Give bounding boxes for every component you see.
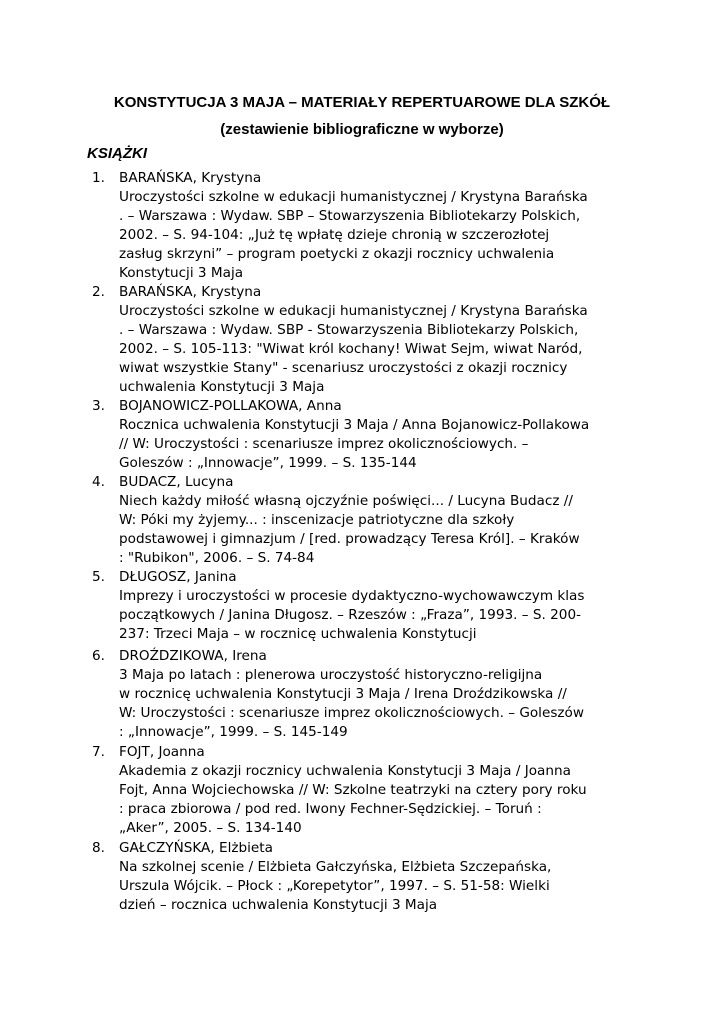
- entry-line: 3 Maja po latach : plenerowa uroczystość historyczno-religijna: [119, 667, 543, 683]
- entry-line: początkowych / Janina Długosz. – Rzeszów : „Fraza”, 1993. – S. 200-: [119, 607, 582, 623]
- page-subtitle: (zestawienie bibliograficzne w wyborze): [220, 121, 504, 138]
- entry-author: DROŹDZIKOWA, Irena: [119, 648, 267, 664]
- entry-line: Imprezy i uroczystości w procesie dydaktyczno-wychowawczym klas: [119, 588, 585, 604]
- entry-number: 4.: [92, 474, 105, 490]
- entry-line: W: Uroczystości : scenariusze imprez okolicznościowych. – Goleszów: [119, 705, 584, 721]
- entry-line: 237: Trzeci Maja – w rocznicę uchwalenia Konstytucji: [119, 626, 477, 642]
- entry-line: Akademia z okazji rocznicy uchwalenia Konstytucji 3 Maja / Joanna: [119, 763, 571, 779]
- entry-line: Fojt, Anna Wojciechowska // W: Szkolne teatrzyki na cztery pory roku: [119, 782, 587, 798]
- entry-author: GAŁCZYŃSKA, Elżbieta: [119, 840, 273, 856]
- entry-line: . – Warszawa : Wydaw. SBP - Stowarzyszenia Bibliotekarzy Polskich,: [119, 322, 579, 338]
- entry-line: W: Póki my żyjemy... : inscenizacje patriotyczne dla szkoły: [119, 512, 515, 528]
- entry-line: zasług skrzyni” – program poetycki z okazji rocznicy uchwalenia: [119, 246, 555, 262]
- entry-number: 2.: [92, 284, 105, 300]
- entry-number: 1.: [92, 170, 105, 186]
- entry-body: [119, 743, 639, 838]
- entry-line: „Aker”, 2005. – S. 134-140: [119, 820, 302, 836]
- entry-number: 6.: [92, 648, 105, 664]
- entry-author: BARAŃSKA, Krystyna: [119, 284, 262, 300]
- entry-number: 3.: [92, 398, 105, 414]
- entry-line: dzień – rocznica uchwalenia Konstytucji 3 Maja: [119, 897, 438, 913]
- entry-body: [119, 169, 639, 283]
- entry-line: Niech każdy miłość własną ojczyźnie poświęci... / Lucyna Budacz //: [119, 493, 573, 509]
- entry-line: Goleszów : „Innowacje”, 1999. – S. 135-144: [119, 455, 417, 471]
- section-heading-books: KSIĄŻKI: [87, 145, 147, 162]
- entry-body: [119, 283, 639, 397]
- entry-author: BUDACZ, Lucyna: [119, 474, 234, 490]
- entry-line: uchwalenia Konstytucji 3 Maja: [119, 379, 325, 395]
- entry-line: : praca zbiorowa / pod red. Iwony Fechner-Sędzickiej. – Toruń :: [119, 801, 542, 817]
- entry-body: [119, 473, 639, 568]
- entry-line: : „Innowacje”, 1999. – S. 145-149: [119, 724, 348, 740]
- entry-line: wiwat wszystkie Stany" - scenariusz uroczystości z okazji rocznicy: [119, 360, 568, 376]
- page-title: KONSTYTUCJA 3 MAJA – MATERIAŁY REPERTUAROWE DLA SZKÓŁ: [113, 94, 611, 111]
- entry-author: BARAŃSKA, Krystyna: [119, 170, 262, 186]
- entry-number: 7.: [92, 744, 105, 760]
- entry-line: Na szkolnej scenie / Elżbieta Gałczyńska, Elżbieta Szczepańska,: [119, 859, 552, 875]
- entry-author: DŁUGOSZ, Janina: [119, 569, 237, 585]
- entry-line: 2002. – S. 105-113: "Wiwat król kochany! Wiwat Sejm, wiwat Naród,: [119, 341, 583, 357]
- entry-line: Uroczystości szkolne w edukacji humanistycznej / Krystyna Barańska: [119, 303, 588, 319]
- entry-number: 5.: [92, 569, 105, 585]
- entry-author: BOJANOWICZ-POLLAKOWA, Anna: [119, 398, 342, 414]
- entry-line: // W: Uroczystości : scenariusze imprez okolicznościowych. –: [119, 436, 529, 452]
- entry-body: [119, 568, 639, 644]
- entry-line: Konstytucji 3 Maja: [119, 265, 244, 281]
- entry-line: 2002. – S. 94-104: „Już tę wpłatę dzieje chronią w szczerozłotej: [119, 227, 550, 243]
- entry-line: Rocznica uchwalenia Konstytucji 3 Maja / Anna Bojanowicz-Pollakowa: [119, 417, 590, 433]
- entry-author: FOJT, Joanna: [119, 744, 205, 760]
- entry-line: Uroczystości szkolne w edukacji humanistycznej / Krystyna Barańska: [119, 189, 588, 205]
- entry-body: [119, 647, 639, 742]
- entry-line: : "Rubikon", 2006. – S. 74-84: [119, 550, 315, 566]
- entry-number: 8.: [92, 840, 105, 856]
- entry-body: [119, 397, 639, 473]
- entry-line: w rocznicę uchwalenia Konstytucji 3 Maja / Irena Droździkowska //: [119, 686, 567, 702]
- entry-line: Urszula Wójcik. – Płock : „Korepetytor”, 1997. – S. 51-58: Wielki: [119, 878, 550, 894]
- entry-line: . – Warszawa : Wydaw. SBP – Stowarzyszenia Bibliotekarzy Polskich,: [119, 208, 581, 224]
- entry-body: [119, 839, 639, 915]
- entry-line: podstawowej i gimnazjum / [red. prowadzący Teresa Król]. – Kraków: [119, 531, 580, 547]
